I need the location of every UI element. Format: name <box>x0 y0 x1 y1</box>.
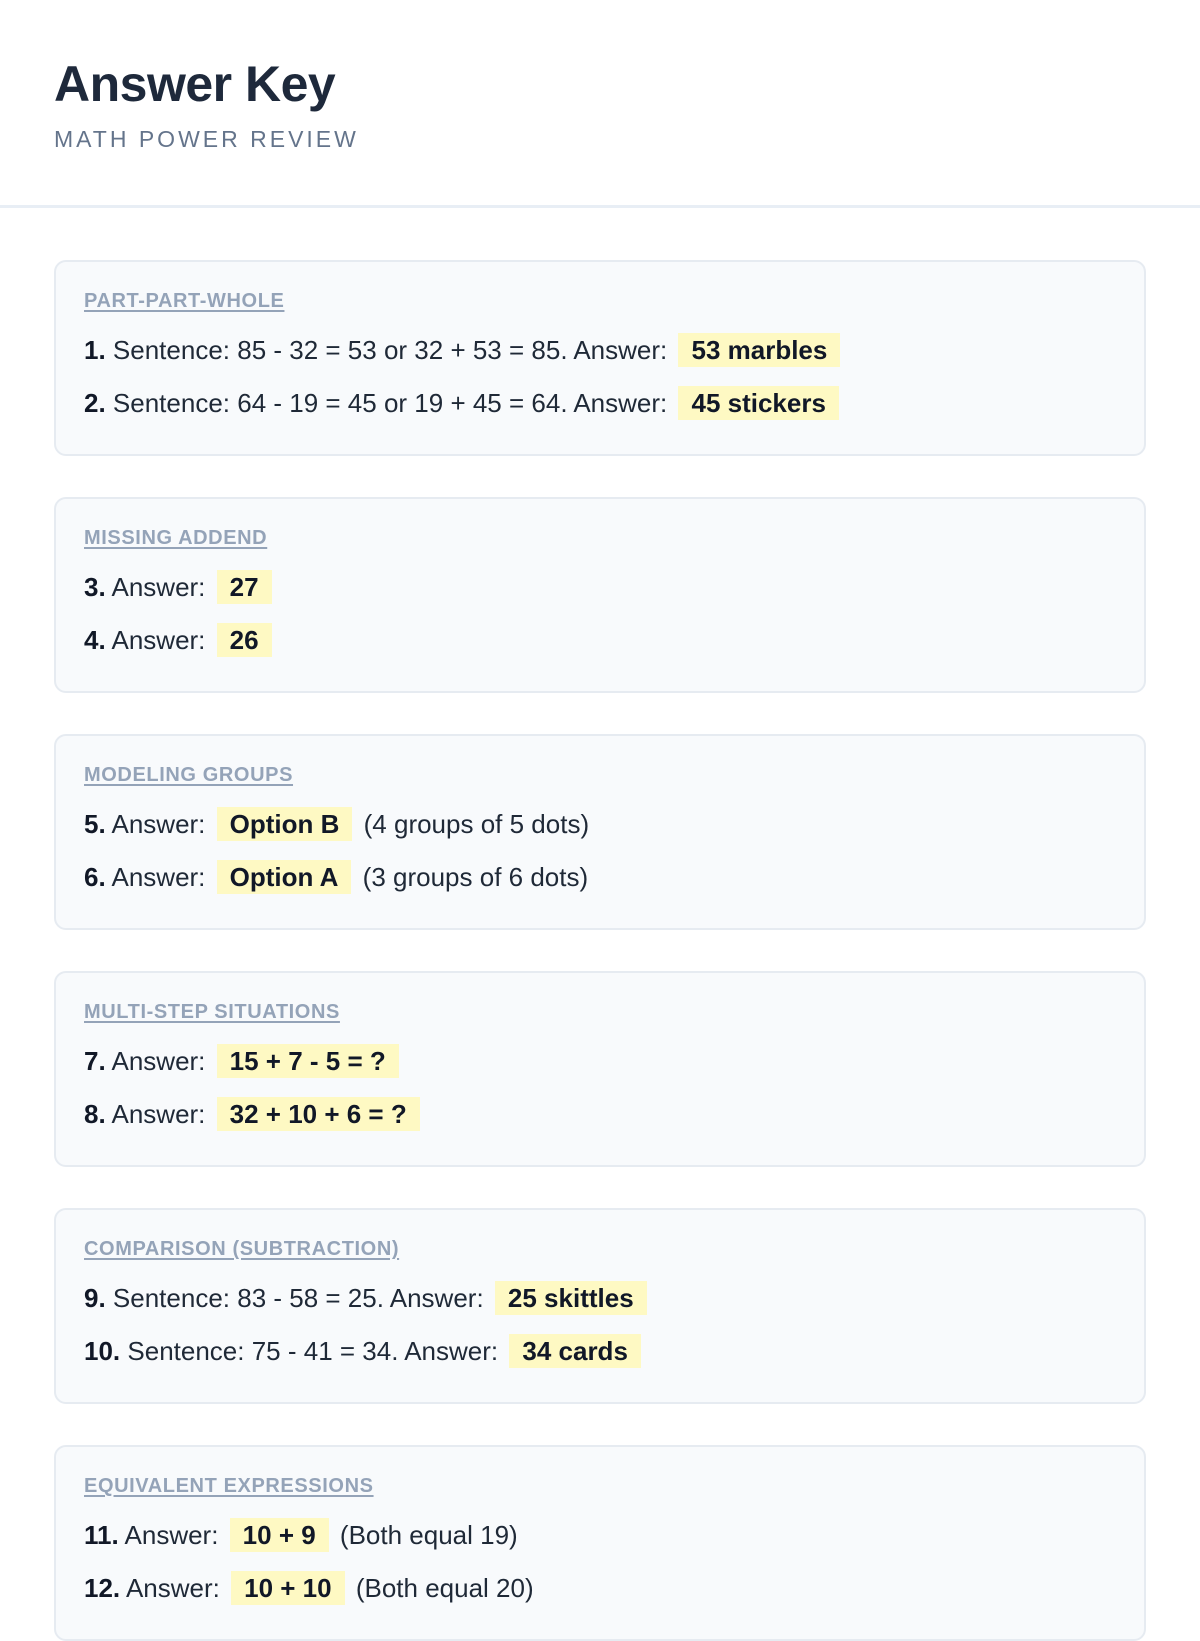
item-prefix: Answer: <box>125 1573 220 1603</box>
answer-highlight: 53 marbles <box>678 333 840 367</box>
section-part-part-whole <box>54 260 1146 456</box>
section-comparison-subtraction <box>54 1208 1146 1404</box>
answer-item <box>84 1515 1116 1555</box>
answer-item <box>84 857 1116 897</box>
answer-item <box>84 1041 1116 1081</box>
item-number: 7. <box>84 1046 106 1076</box>
item-number: 9. <box>84 1283 106 1313</box>
page-title: Answer Key <box>54 56 336 112</box>
answer-highlight: 27 <box>217 570 272 604</box>
answer-highlight: 45 stickers <box>678 386 838 420</box>
answer-highlight: 15 + 7 - 5 = ? <box>217 1044 399 1078</box>
item-prefix: Answer: <box>124 1520 219 1550</box>
answer-highlight: 26 <box>217 623 272 657</box>
section-title[interactable]: MULTI-STEP SITUATIONS <box>84 1001 340 1023</box>
item-number: 5. <box>84 809 106 839</box>
answer-item <box>84 330 1116 370</box>
item-prefix: Sentence: 83 - 58 = 25. Answer: <box>112 1283 484 1313</box>
section-title[interactable]: PART-PART-WHOLE <box>84 290 285 312</box>
item-number: 12. <box>84 1573 121 1603</box>
item-prefix: Sentence: 85 - 32 = 53 or 32 + 53 = 85. Answer: <box>112 335 668 365</box>
section-modeling-groups <box>54 734 1146 930</box>
answer-item <box>84 1568 1116 1608</box>
item-suffix: (Both equal 20) <box>355 1573 534 1603</box>
page-subtitle: MATH POWER REVIEW <box>54 126 359 152</box>
item-number: 6. <box>84 862 106 892</box>
answer-highlight: 10 + 9 <box>230 1518 329 1552</box>
section-missing-addend <box>54 497 1146 693</box>
section-title[interactable]: MISSING ADDEND <box>84 527 268 549</box>
section-multi-step-situations <box>54 971 1146 1167</box>
item-prefix: Answer: <box>111 625 206 655</box>
answer-item <box>84 567 1116 607</box>
answer-item <box>84 1331 1116 1371</box>
item-number: 3. <box>84 572 106 602</box>
answer-highlight: 10 + 10 <box>231 1571 344 1605</box>
item-prefix: Answer: <box>111 572 206 602</box>
answer-highlight: 34 cards <box>509 1334 641 1368</box>
item-prefix: Answer: <box>111 1046 206 1076</box>
section-title[interactable]: EQUIVALENT EXPRESSIONS <box>84 1475 374 1497</box>
answer-item <box>84 804 1116 844</box>
item-prefix: Sentence: 75 - 41 = 34. Answer: <box>127 1336 499 1366</box>
item-suffix: (Both equal 19) <box>339 1520 518 1550</box>
item-number: 2. <box>84 388 106 418</box>
section-title[interactable]: MODELING GROUPS <box>84 764 294 786</box>
answer-item <box>84 620 1116 660</box>
item-prefix: Answer: <box>111 1099 206 1129</box>
page-header <box>0 0 1200 208</box>
answer-highlight: 32 + 10 + 6 = ? <box>217 1097 420 1131</box>
item-prefix: Sentence: 64 - 19 = 45 or 19 + 45 = 64. Answer: <box>112 388 668 418</box>
answer-highlight: 25 skittles <box>495 1281 647 1315</box>
answer-item <box>84 1094 1116 1134</box>
item-suffix: (4 groups of 5 dots) <box>363 809 590 839</box>
answer-highlight: Option A <box>217 860 352 894</box>
item-number: 1. <box>84 335 106 365</box>
item-number: 4. <box>84 625 106 655</box>
item-prefix: Answer: <box>111 862 206 892</box>
answer-highlight: Option B <box>217 807 353 841</box>
item-number: 10. <box>84 1336 121 1366</box>
section-title[interactable]: COMPARISON (SUBTRACTION) <box>84 1238 400 1260</box>
answer-sections <box>0 208 1200 1641</box>
item-number: 11. <box>84 1520 119 1550</box>
item-prefix: Answer: <box>111 809 206 839</box>
item-suffix: (3 groups of 6 dots) <box>362 862 589 892</box>
answer-item <box>84 383 1116 423</box>
answer-item <box>84 1278 1116 1318</box>
section-equivalent-expressions <box>54 1445 1146 1641</box>
item-number: 8. <box>84 1099 106 1129</box>
